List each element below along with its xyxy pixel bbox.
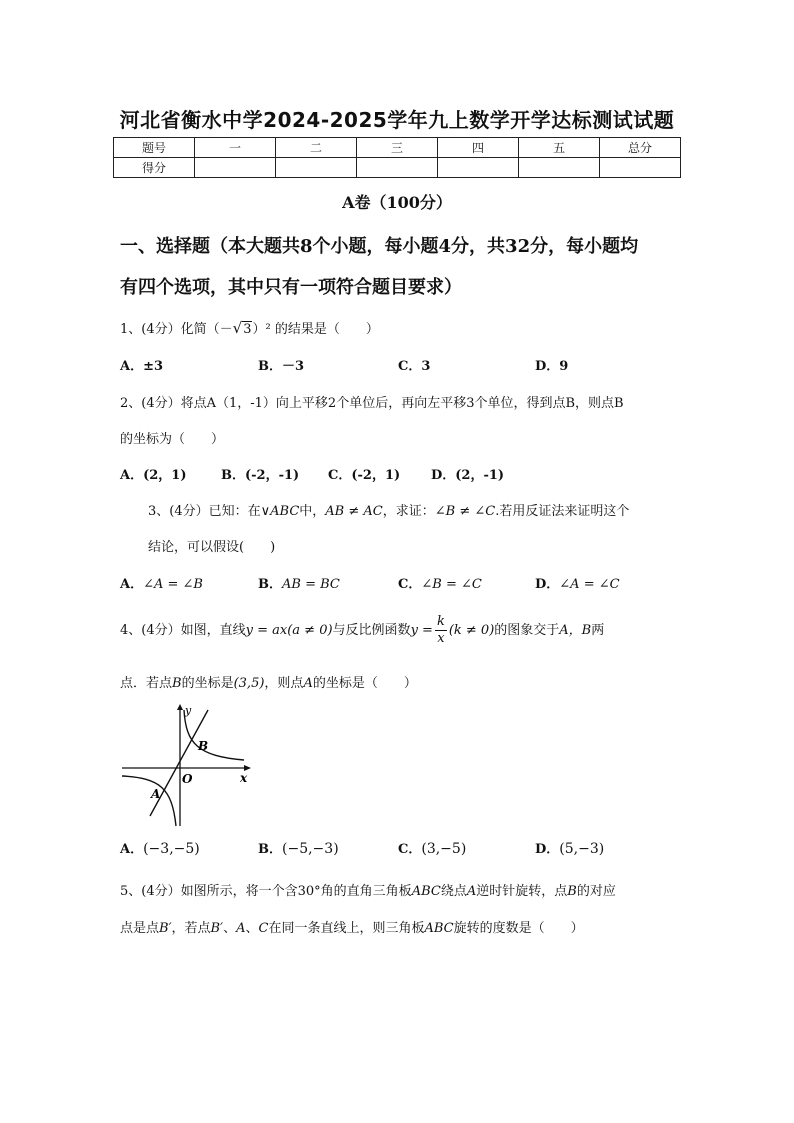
q5-text: ，若点 (171, 921, 211, 936)
option-math: (−3,−5) (143, 841, 200, 857)
option-letter: C． (398, 842, 422, 857)
option-math: ∠A = ∠B (143, 577, 203, 592)
fraction-numerator: k (436, 614, 445, 629)
q5-text: 在同一条直线上，则三角板 (268, 921, 425, 936)
question-1 (120, 318, 379, 337)
question-2-line1: 2、(4分）将点A（1，-1）向上平移2个单位后，再向左平移3个单位，得到点B，则点B (120, 396, 624, 411)
q3-option-b (258, 573, 340, 592)
score-table-cell: 二 (276, 138, 357, 158)
q5-math: A (236, 921, 246, 936)
q3-triangle: ∨ABC (260, 504, 300, 519)
q4-option-b (258, 838, 339, 857)
option-letter: A． (120, 842, 144, 857)
q4-text: 的坐标是（ ） (312, 676, 417, 691)
q4-text-3: 的图象交于 (494, 623, 560, 638)
score-table-score-row (114, 158, 681, 178)
score-table-cell: 一 (195, 138, 276, 158)
point-b-label: B (198, 739, 209, 753)
q3-option-d (535, 573, 620, 592)
score-blank-cell (357, 158, 438, 178)
q5-text: 、 (245, 921, 259, 936)
option-letter: D． (535, 577, 560, 592)
question-5-line2 (120, 917, 584, 936)
q1-option-d: D．9 (535, 359, 569, 374)
q3-text-4: .若用反证法来证明这个 (495, 504, 630, 519)
question-3-line1 (148, 500, 629, 519)
score-blank-cell (600, 158, 681, 178)
fraction-k-over-x (435, 614, 447, 647)
q4-option-c (398, 838, 466, 857)
q4-text: 点．若点 (120, 676, 173, 691)
sqrt-symbol: √ (232, 319, 243, 337)
q3-text-1: 3、(4分）已知：在 (148, 504, 261, 519)
option-math: ∠A = ∠C (559, 577, 620, 592)
q3-text-3: ，求证： (382, 504, 435, 519)
q5-text: 、 (223, 921, 237, 936)
q1-option-b: B．－3 (258, 359, 305, 374)
q4-text: ，则点 (264, 676, 304, 691)
q3-option-c (398, 573, 482, 592)
q4-math: A (303, 676, 313, 691)
q5-text: 点是点 (120, 921, 160, 936)
y-axis-label: y (185, 704, 192, 717)
q3-text-2: 中， (299, 504, 326, 519)
q4-option-d (535, 838, 604, 857)
q1-option-a: A．±3 (120, 359, 164, 374)
q5-math: B (567, 884, 577, 899)
q4-text-1: 4、(4分）如图，直线 (120, 623, 246, 638)
q4-math-3: y = (410, 623, 433, 638)
q3-math-2: ∠B ≠ ∠C (434, 504, 496, 519)
score-table-cell: 得分 (114, 158, 195, 178)
q5-math: ABC (424, 921, 454, 936)
q5-text: 角的直角三角板 (320, 884, 412, 899)
q4-math: B (172, 676, 182, 691)
q2-option-d: D．(2，-1) (431, 468, 505, 483)
q5-text: 绕点 (440, 884, 467, 899)
section-heading-line2: 有四个选项，其中只有一项符合题目要求） (120, 277, 462, 298)
option-math: (3,−5) (421, 841, 467, 857)
origin-label: O (182, 772, 193, 786)
q4-option-a (120, 838, 200, 857)
q5-text: 5、(4分）如图所示，将一个含 (120, 884, 298, 899)
q5-text: 的对应 (576, 884, 616, 899)
q2-option-b: B．(-2，-1) (221, 468, 300, 483)
q5-math: C (258, 921, 269, 936)
q5-math: ABC (411, 884, 441, 899)
q5-math: B′ (210, 921, 224, 936)
option-letter: A． (120, 577, 144, 592)
q1-option-c: C．3 (398, 359, 431, 374)
q5-math: B′ (159, 921, 172, 936)
q4-math: (3,5) (233, 676, 265, 691)
score-blank-cell (519, 158, 600, 178)
score-blank-cell (276, 158, 357, 178)
score-table-cell: 三 (357, 138, 438, 158)
q1-radicand: 3 (243, 322, 252, 337)
score-table-header-row (114, 138, 681, 158)
q5-text: 逆时针旋转，点 (476, 884, 568, 899)
score-blank-cell (438, 158, 519, 178)
score-table-cell: 四 (438, 138, 519, 158)
point-a-label: A (151, 787, 161, 801)
q4-text-4: 两 (591, 623, 605, 638)
q4-math-4: (k ≠ 0) (448, 623, 495, 638)
q1-suffix: ）² 的结果是（ ） (252, 322, 379, 337)
question-3-line2: 结论，可以假设( ) (148, 540, 276, 555)
fraction-denominator: x (437, 631, 445, 646)
q5-text: 旋转的度数是（ ） (453, 921, 584, 936)
q4-text: 的坐标是 (181, 676, 234, 691)
q1-prefix: 1、(4分）化简（－ (120, 322, 233, 337)
question-4-line2 (120, 672, 417, 691)
option-letter: D． (535, 842, 560, 857)
q2-option-c: C．(-2，1) (328, 468, 401, 483)
y-axis-arrow (177, 704, 183, 710)
score-table-cell: 总分 (600, 138, 681, 158)
question-5-line1 (120, 880, 616, 899)
option-letter: B． (258, 842, 282, 857)
function-graph (120, 704, 260, 828)
option-math: (−5,−3) (282, 841, 339, 857)
option-math: AB = BC (282, 577, 340, 592)
q3-math-1: AB ≠ AC (325, 504, 383, 519)
question-4-line1 (120, 614, 604, 647)
option-letter: C． (398, 577, 422, 592)
option-letter: B． (258, 577, 282, 592)
page-title: 河北省衡水中学2024-2025学年九上数学开学达标测试试题 (119, 108, 675, 132)
option-math: (5,−3) (559, 841, 605, 857)
q4-text-2: 与反比例函数 (332, 623, 411, 638)
q4-math-2: (a ≠ 0) (287, 623, 333, 638)
score-blank-cell (195, 158, 276, 178)
question-2-line2: 的坐标为（ ） (120, 432, 225, 447)
q4-math-1: y = ax (245, 623, 288, 638)
q4-math-5: A，B (559, 623, 592, 638)
section-heading-line1: 一、选择题（本大题共8个小题，每小题4分，共32分，每小题均 (120, 236, 639, 257)
x-axis-label: x (240, 771, 248, 785)
q3-option-a (120, 573, 203, 592)
option-math: ∠B = ∠C (421, 577, 482, 592)
q2-option-a: A．(2，1) (120, 468, 187, 483)
score-table-cell: 五 (519, 138, 600, 158)
q5-math: A (466, 884, 477, 899)
score-table (113, 137, 681, 178)
paper-a-heading: A卷（100分） (342, 193, 452, 212)
hyperbola-branch-1 (184, 710, 244, 760)
score-table-cell: 题号 (114, 138, 195, 158)
q5-math: 30° (297, 884, 321, 899)
